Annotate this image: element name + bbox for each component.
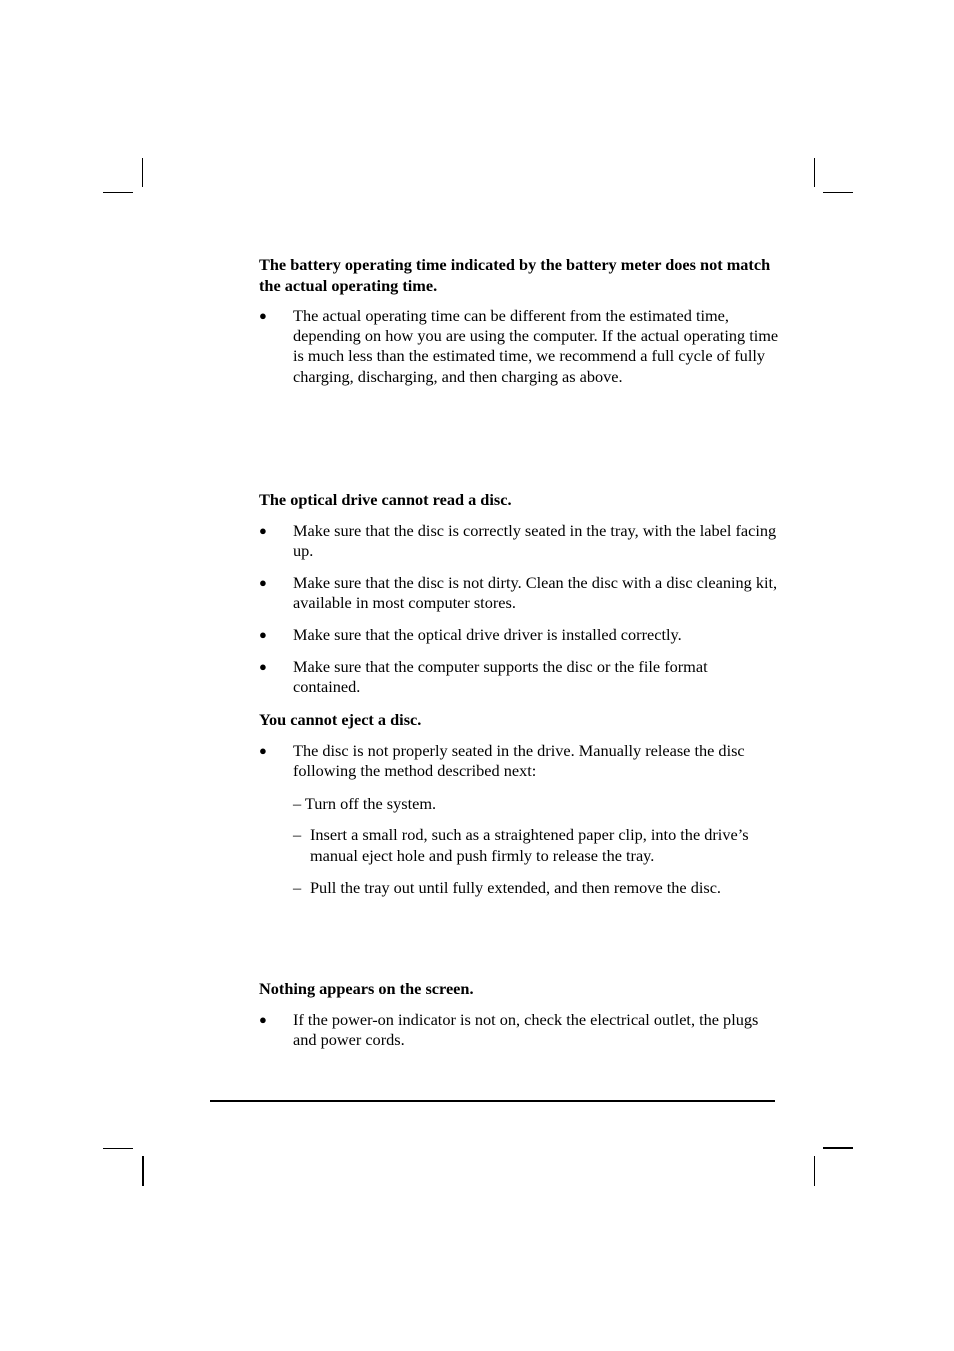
- section-heading-nothing-on-screen: Nothing appears on the screen.: [259, 979, 474, 998]
- dash-marker: –: [293, 825, 302, 844]
- list-item-text: Make sure that the optical drive driver is installed correctly.: [293, 625, 682, 644]
- bullet-icon: ●: [259, 627, 267, 642]
- bullet-icon: ●: [259, 523, 267, 538]
- list-item-text: The actual operating time can be different from the estimated time, depending on how you are using the computer. If the actual operating time is much less than the estimated time, we recommend a full cycle of fully charging, discharging, and then charging as above.: [293, 306, 779, 386]
- bullet-icon: ●: [259, 575, 267, 590]
- bullet-icon: ●: [259, 659, 267, 674]
- section-heading-battery-time: The battery operating time indicated by the battery meter does not match the actual operating time.: [259, 255, 771, 295]
- dash-marker: –: [293, 878, 302, 897]
- crop-mark-bottom-left-h: [103, 1148, 133, 1149]
- section-heading-eject-disc: You cannot eject a disc.: [259, 710, 422, 729]
- crop-mark-top-right-v: [814, 158, 815, 187]
- crop-mark-bottom-right-h: [823, 1147, 853, 1149]
- step-text: Insert a small rod, such as a straightened paper clip, into the drive’s manual eject hole and push firmly to release the tray.: [310, 825, 749, 865]
- list-item-text: Make sure that the computer supports the disc or the file format contained.: [293, 657, 708, 697]
- crop-mark-top-right-h: [823, 192, 853, 193]
- list-item-text: The disc is not properly seated in the drive. Manually release the disc following the method described next:: [293, 741, 745, 781]
- crop-mark-bottom-left-v: [142, 1156, 144, 1186]
- bullet-icon: ●: [259, 743, 267, 758]
- section-heading-optical-drive: The optical drive cannot read a disc.: [259, 490, 512, 509]
- footer-rule: [210, 1100, 775, 1102]
- list-item-text: Make sure that the disc is correctly seated in the tray, with the label facing up.: [293, 521, 777, 561]
- crop-mark-bottom-right-v: [814, 1156, 815, 1186]
- bullet-icon: ●: [259, 308, 267, 323]
- crop-mark-top-left-h: [103, 192, 133, 193]
- step-text: Pull the tray out until fully extended, and then remove the disc.: [310, 878, 722, 897]
- step-text: – Turn off the system.: [293, 794, 437, 813]
- list-item-text: Make sure that the disc is not dirty. Clean the disc with a disc cleaning kit, available in most computer stores.: [293, 573, 778, 613]
- list-item-text: If the power-on indicator is not on, check the electrical outlet, the plugs and power cords.: [293, 1010, 759, 1050]
- crop-mark-top-left-v: [142, 158, 143, 187]
- bullet-icon: ●: [259, 1012, 267, 1027]
